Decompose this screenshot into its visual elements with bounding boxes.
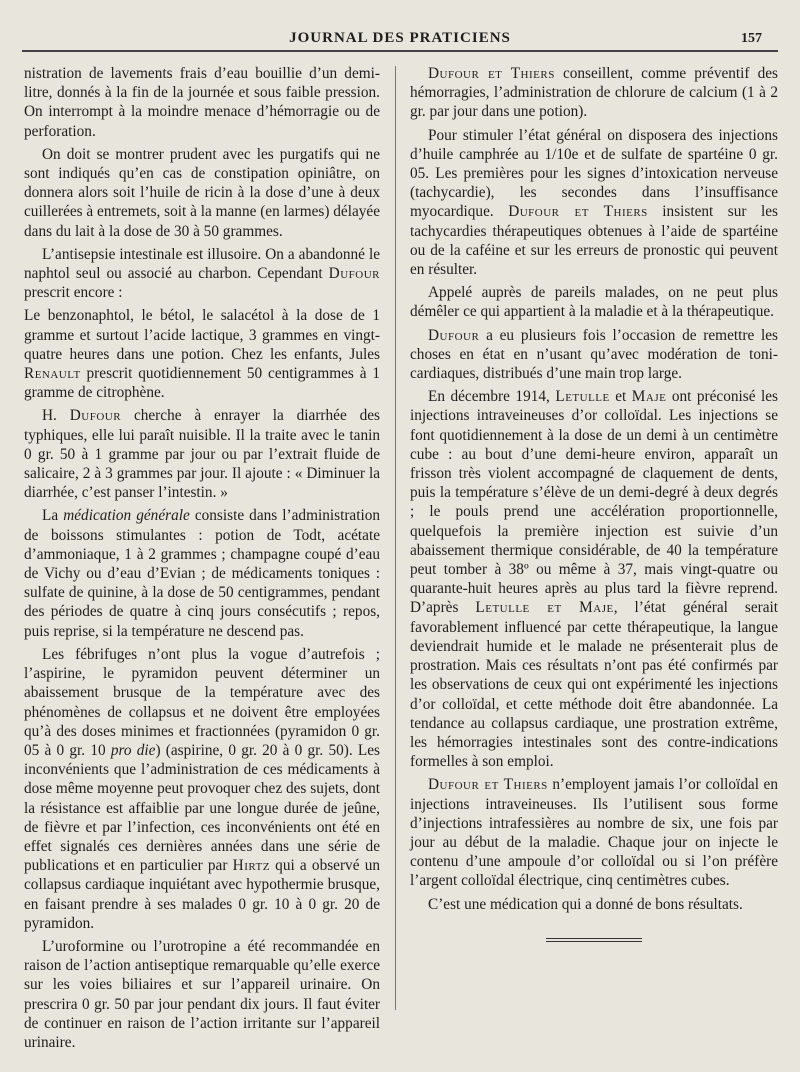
emphasis: pro die (110, 741, 156, 759)
paragraph: H. Dufour cherche à enrayer la diarrhée des typhiques, elle lui paraît nuisible. Il la traite avec le tanin 0 gr. 50 à 1 gramme par jour ou par l’extrait fluide de salicaire, 2 à 3 grammes par jour. Il ajoute : « Diminuer la diarrhée, c’est panser l’intestin. » (24, 407, 381, 502)
page-header (22, 26, 778, 50)
paragraph: nistration de lavements frais d’eau bouillie d’un demi-litre, donnés à la fin de la journée et sous faible pression. On interrompt à la moindre menace d’hémorragie ou de perforation. (24, 65, 380, 140)
paragraph: Appelé auprès de pareils malades, on ne peut plus démêler ce qui appartient à la maladie et à la thérapeutique. (410, 284, 778, 321)
author-name: Dufour et Thiers (508, 203, 648, 221)
left-column (24, 64, 380, 1056)
page-number: 157 (741, 31, 762, 46)
running-title: JOURNAL DES PRATICIENS (289, 30, 511, 46)
paragraph: En décembre 1914, Letulle et Maje ont préconisé les injections intraveineuses d’or colloïdal. Les injections se font quotidiennement à la dose de un demi à un centimètre cube : au bout d’une demi-heure environ, apparaît un frisson très violent accompagné de claquement de dents, puis la température s’élève de un demi-degré à deux degrés ; le pouls prend une accélération proportionnelle, quelquefois la première injection est suivie d’un abaissement thermique considérable, de 40 la température peut tomber à 38º ou même à 37, mais vingt-quatre ou quarante-huit heures après au plus tard la fièvre reprend. D’après Letulle et Maje, l’état général serait favorablement influencé par cette thérapeutique, la langue deviendrait humide et le malade ne présenterait plus de prostration. Mais ces résultats n’ont pas été confirmés par les observations de ceux qui ont expérimenté les injections d’or colloïdal, et cette méthode doit être abandonnée. La tendance au collapsus cardiaque, une prostration extrême, les hémorragies intestinales sont des contre-indications formelles à son emploi. (410, 388, 778, 771)
author-name: Dufour (428, 326, 480, 344)
paragraph: Les fébrifuges n’ont plus la vogue d’autrefois ; l’aspirine, le pyramidon peuvent déterminer un abaissement brusque de la température avec des phénomènes de collapsus et ne doivent être employées qu’à des doses minimes et fractionnées (pyramidon 0 gr. 05 à 0 gr. 10 pro die) (aspirine, 0 gr. 20 à 0 gr. 50). Les inconvénients que l’administration de ces médicaments à dose même moyenne peut provoquer chez des sujets, dont la résistance est affaiblie par une longue durée de jeûne, de fièvre et par l’infection, ces inconvénients ont été en effet signalés ces dernières années dans une série de publications et en particulier par Hirtz qui a observé un collapsus cardiaque inquiétant avec hypothermie brusque, en faisant prendre à ses malades 0 gr. 10 à 0 gr. 20 de pyramidon. (24, 645, 380, 932)
author-name: Letulle et Maje (475, 599, 614, 617)
author-name: Hirtz (232, 857, 270, 875)
emphasis: médication générale (63, 507, 190, 525)
paragraph: Pour stimuler l’état général on disposera des injections d’huile camphrée au 1/10e et de sulfate de spartéine 0 gr. 05. Les premières pour les signes d’intoxication nerveuse (tachycardie), les secondes dans l’insuffisance myocardique. Dufour et Thiers insistent sur les tachycardies thérapeutiques obtenues à l’aide de spartéine ou de la caféine et sur les erreurs de pronostic qui peuvent en résulter. (410, 126, 778, 279)
paragraph: On doit se montrer prudent avec les purgatifs qui ne sont indiqués qu’en cas de constipation opiniâtre, on donnera alors soit l’huile de ricin à la dose d’une à deux cuillerées à entremets, soit à la manne (en larmes) délayée dans du lait à la dose de 30 à 50 grammes. (24, 145, 380, 240)
author-name: Dufour (69, 407, 122, 425)
paragraph: Dufour et Thiers conseillent, comme préventif des hémorragies, l’administration de chlorure de calcium (1 à 2 gr. par jour dans une potion). (410, 65, 778, 121)
author-name: Letulle (555, 388, 610, 406)
author-name: Maje (631, 388, 667, 406)
header-rule (22, 50, 778, 52)
paragraph: Dufour et Thiers n’employent jamais l’or colloïdal en injections intraveineuses. Ils l’utilisent sous forme d’injections intrafessières au nombre de six, une fois par jour au début de la maladie. Chaque jour on injecte le contenu d’une ampoule d’or colloïdal ou si l’on préfère l’argent colloïdal électrique, cinq centimètres cubes. (410, 776, 778, 890)
author-name: Dufour et Thiers (428, 65, 555, 82)
author-name: Dufour et Thiers (428, 776, 548, 794)
paragraph: Le benzonaphtol, le bétol, le salacétol à la dose de 1 gramme et surtout l’acide lactique, 3 grammes en vingt-quatre heures dans une potion. Chez les enfants, Jules Renault prescrit quotidiennement 50 centigrammes à 1 gramme de citrophène. (24, 307, 380, 402)
paragraph: C’est une médication qui a donné de bons résultats. (428, 895, 743, 913)
author-name: Renault (24, 365, 81, 383)
column-divider (395, 66, 396, 1010)
paragraph: La médication générale consiste dans l’administration de boissons stimulantes : potion de Todt, acétate d’ammoniaque, 1 à 2 grammes ; champagne coupé d’eau de Vichy ou d’eau d’Evian ; de médicaments toniques : sulfate de quinine, à la dose de 50 centigrammes, pendant des périodes de quatre à cinq jours consécutifs ; repos, puis reprise, si la température ne descend pas. (24, 507, 380, 640)
paragraph: L’uroformine ou l’urotropine a été recommandée en raison de l’action antiseptique remarquable qu’elle exerce sur les voies biliaires et sur l’appareil urinaire. On prescrira 0 gr. 50 par jour pendant dix jours. Il faut éviter de continuer en raison de l’action irritante sur l’appareil urinaire. (24, 937, 380, 1051)
author-name: Dufour (328, 265, 380, 283)
paragraph: Dufour a eu plusieurs fois l’occasion de remettre les choses en état en n’usant qu’avec modération de toni-cardiaques, distribués d’une main trop large. (410, 326, 778, 383)
end-of-article-rule (546, 938, 642, 942)
right-column (410, 64, 778, 942)
paragraph: L’antisepsie intestinale est illusoire. On a abandonné le naphtol seul ou associé au charbon. Cependant Dufour prescrit encore : (24, 245, 380, 302)
